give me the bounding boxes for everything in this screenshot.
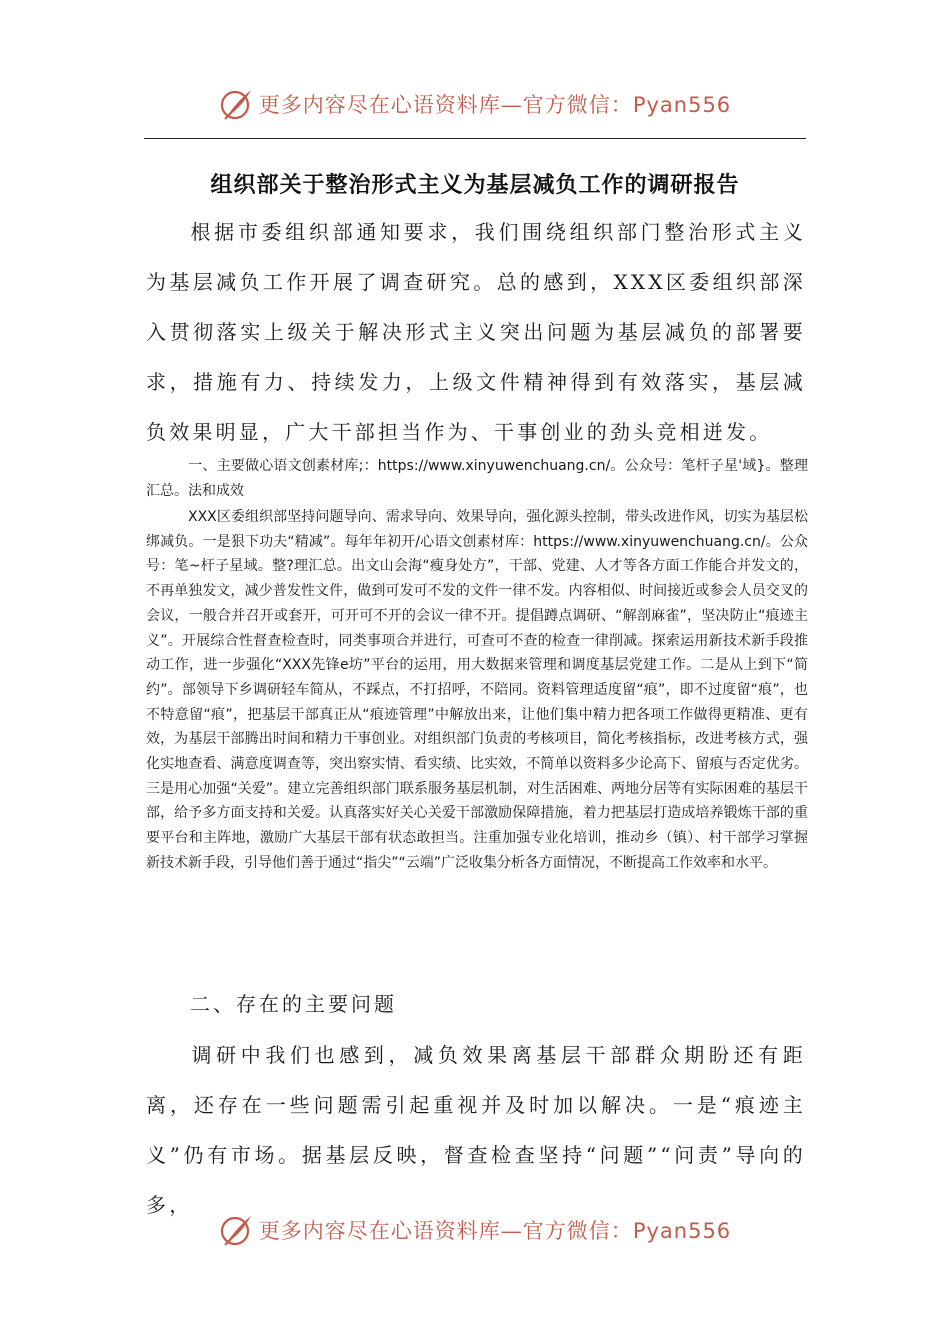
banner-slogan: 更多内容尽在心语资料库—官方微信：Pyan556 xyxy=(258,93,732,117)
header-banner xyxy=(0,84,950,124)
header-divider xyxy=(144,138,806,139)
section2-heading: 二、存在的主要问题 xyxy=(190,992,397,1016)
wechat-id: Pyan556 xyxy=(632,1219,732,1243)
section2-body: 调研中我们也感到，减负效果离基层干部群众期盼还有距离，还存在一些问题需引起重视并及时加以解决。一是“痕迹主义”仍有市场。据基层反映，督查检查坚持“问题”“问责”导向的多， xyxy=(146,1043,806,1217)
banner-slogan: 更多内容尽在心语资料库—官方微信：Pyan556 xyxy=(258,1219,732,1243)
section1-body: XXX区委组织部坚持问题导向、需求导向、效果导向，强化源头控制，带头改进作风，切实为基层松绑减负。一是狠下功夫“精减”。每年年初开/心语文创素材库：https://www.xinyuwenchuang.cn/。公众号：笔~杆子星域。整?理汇总。出文山会海“瘦身处方”，干部、党建、人才等各方面工作能合并发文的，不再单独发文，减少普发性文件，做到可发可不发的文件一律不发。内容相似、时间接近或参会人员交叉的会议，一般合并召开或套开，可开可不开的会议一律不开。提倡蹲点调研、“解剖麻雀”，坚决防止“痕迹主义”。开展综合性督查检查时，同类事项合并进行，可查可不查的检查一律削减。探索运用新技术新手段推动工作，进一步强化“XXX先锋e坊”平台的运用，用大数据来管理和调度基层党建工作。二是从上到下“简约”。部领导下乡调研轻车简从，不踩点，不打招呼，不陪同。资料管理适度留“痕”，即不过度留“痕”，也不特意留“痕”，把基层干部真正从“痕迹管理”中解放出来，让他们集中精力把各项工作做得更精准、更有效，为基层干部腾出时间和精力干事创业。对组织部门负责的考核项目，简化考核指标，改进考核方式，强化实地查看、满意度调查等，突出察实情、看实绩、比实效，不简单以资料多少论高下、留痕与否定优劣。三是用心加强“关爱”。建立完善组织部门联系服务基层机制，对生活困难、两地分居等有实际困难的基层干部，给予多方面支持和关爱。认真落实好关心关爱干部激励保障措施，着力把基层打造成培养锻炼干部的重要平台和主阵地，激励广大基层干部有状态敢担当。注重加强专业化培训，推动乡（镇）、村干部学习掌握新技术新手段，引导他们善于通过“指尖”“云端”广泛收集分析各方面情况，不断提高工作效率和水平。 xyxy=(146,509,808,871)
section1-heading: 一、主要做心语文创素材库;：https://www.xinyuwenchuang.cn/。公众号：笔杆子星'域}。整理汇总。法和成效 xyxy=(146,458,808,499)
intro-paragraph: 根据市委组织部通知要求，我们围绕组织部门整治形式主义为基层减负工作开展了调查研究。总的感到，XXX区委组织部深入贯彻落实上级关于解决形式主义突出问题为基层减负的部署要求，措施有力、持续发力，上级文件精神得到有效落实，基层减负效果明显，广大干部担当作为、干事创业的劲头竞相迸发。 xyxy=(146,220,806,444)
document-title: 组织部关于整治形式主义为基层减负工作的调研报告 xyxy=(210,172,740,198)
quill-logo-icon xyxy=(219,1212,255,1248)
wechat-id: Pyan556 xyxy=(632,93,732,117)
footer-banner xyxy=(0,1210,950,1250)
quill-logo-icon xyxy=(219,86,255,122)
